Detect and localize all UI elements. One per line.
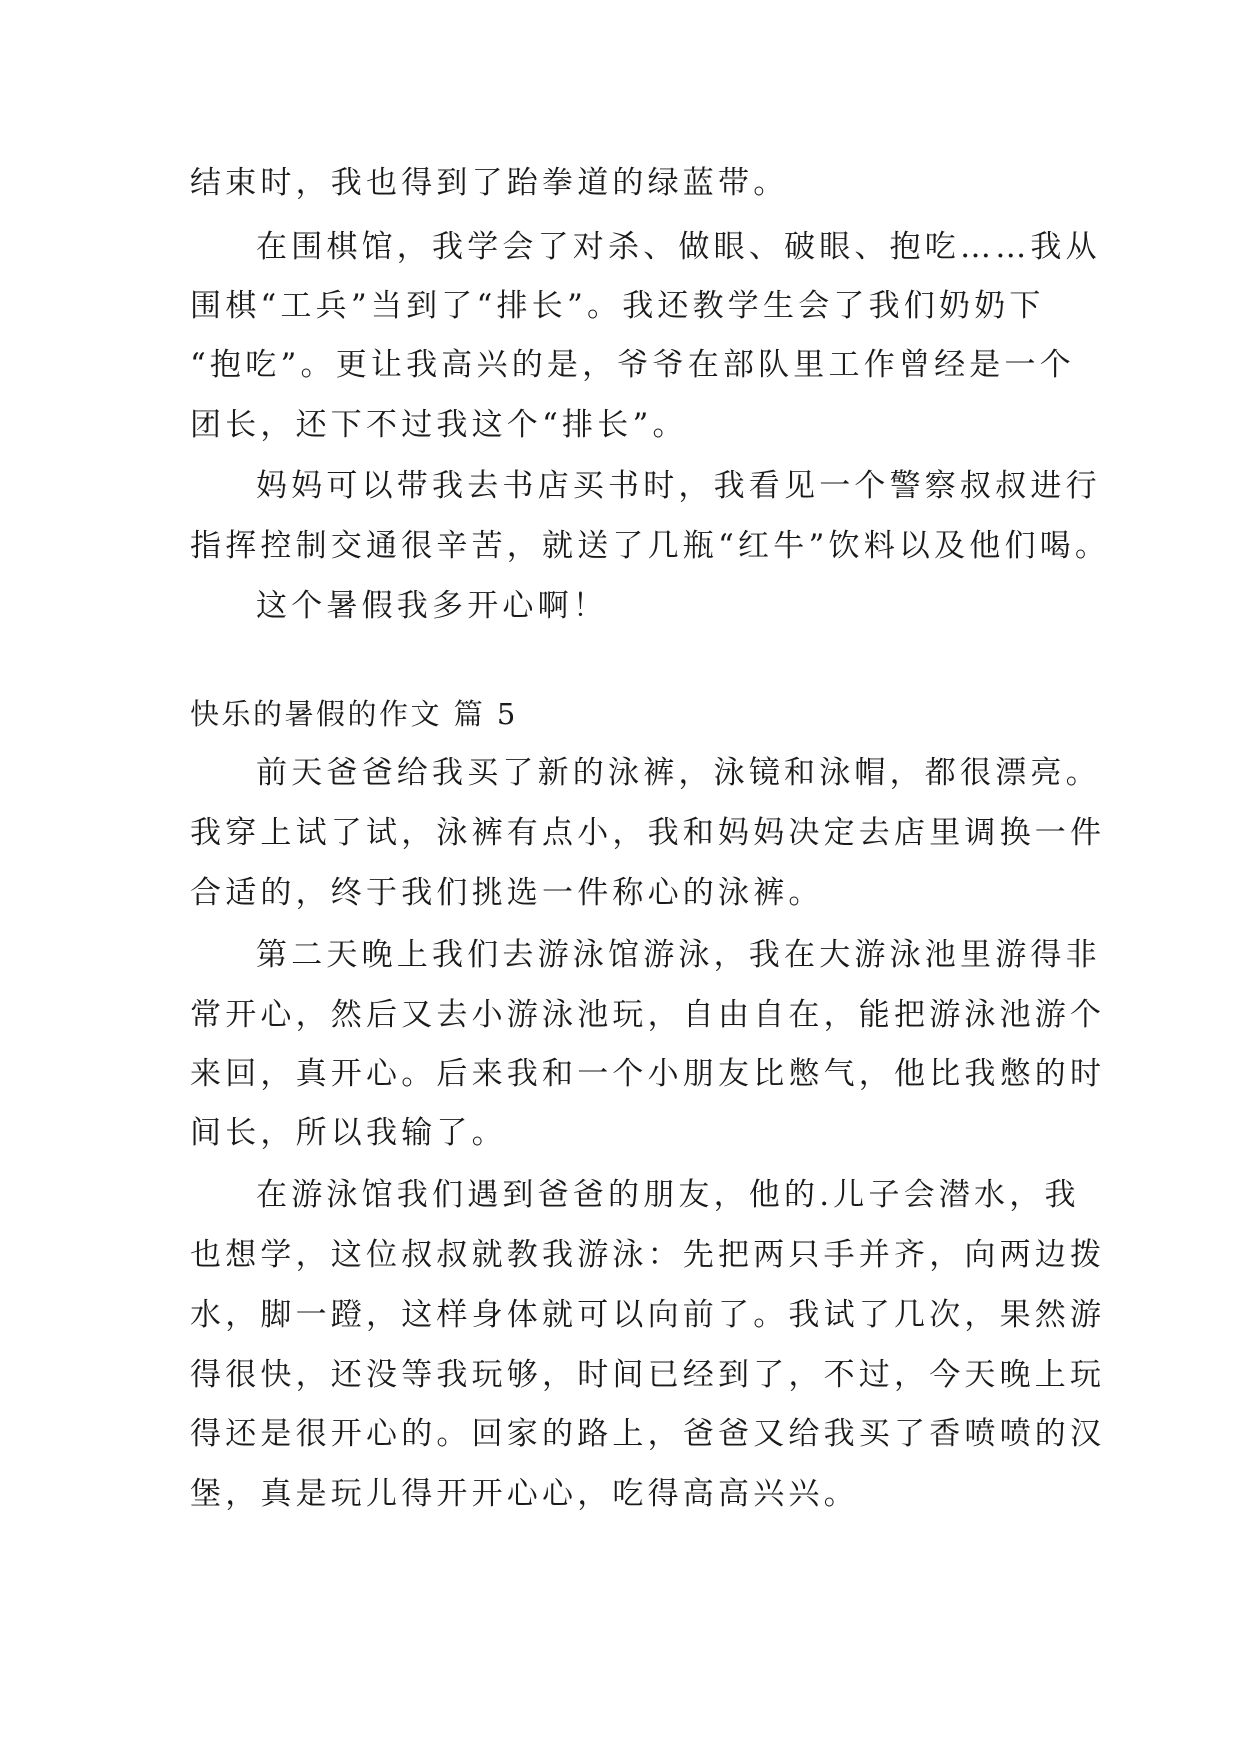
text-line: 堡，真是玩儿得开开心心，吃得高高兴兴。 bbox=[190, 1476, 859, 1512]
paragraph-start-line: 妈妈可以带我去书店买书时，我看见一个警察叔叔进行 bbox=[256, 468, 1101, 504]
paragraph-start-line: 第二天晚上我们去游泳馆游泳，我在大游泳池里游得非 bbox=[256, 937, 1101, 973]
text-line: 指挥控制交通很辛苦，就送了几瓶“红牛”饮料以及他们喝。 bbox=[190, 528, 1111, 564]
text-line: 结束时，我也得到了跆拳道的绿蓝带。 bbox=[190, 165, 789, 201]
text-line: 得还是很开心的。回家的路上，爸爸又给我买了香喷喷的汉 bbox=[190, 1416, 1106, 1452]
paragraph-start-line: 在游泳馆我们遇到爸爸的朋友，他的.儿子会潜水，我 bbox=[256, 1177, 1080, 1213]
text-line: 团长，还下不过我这个“排长”。 bbox=[190, 407, 688, 443]
text-line: 常开心，然后又去小游泳池玩，自由自在，能把游泳池游个 bbox=[190, 997, 1106, 1033]
text-line: 来回，真开心。后来我和一个小朋友比憋气，他比我憋的时 bbox=[190, 1056, 1106, 1092]
paragraph-start-line: 前天爸爸给我买了新的泳裤，泳镜和泳帽，都很漂亮。 bbox=[256, 755, 1101, 791]
paragraph-start-line: 这个暑假我多开心啊！ bbox=[256, 588, 608, 624]
paragraph-start-line: 在围棋馆，我学会了对杀、做眼、破眼、抱吃……我从 bbox=[256, 229, 1101, 265]
text-line: 合适的，终于我们挑选一件称心的泳裤。 bbox=[190, 875, 824, 911]
text-line: 围棋“工兵”当到了“排长”。我还教学生会了我们奶奶下 bbox=[190, 288, 1045, 324]
text-line: 水，脚一蹬，这样身体就可以向前了。我试了几次，果然游 bbox=[190, 1297, 1106, 1333]
text-line: 也想学，这位叔叔就教我游泳：先把两只手并齐，向两边拨 bbox=[190, 1237, 1106, 1273]
text-line: 得很快，还没等我玩够，时间已经到了，不过，今天晚上玩 bbox=[190, 1357, 1106, 1393]
text-line: 我穿上试了试，泳裤有点小，我和妈妈决定去店里调换一件 bbox=[190, 815, 1106, 851]
text-line: 间长，所以我输了。 bbox=[190, 1115, 507, 1151]
section-heading: 快乐的暑假的作文 篇 5 bbox=[190, 697, 518, 731]
text-line: “抱吃”。更让我高兴的是，爷爷在部队里工作曾经是一个 bbox=[190, 347, 1075, 383]
